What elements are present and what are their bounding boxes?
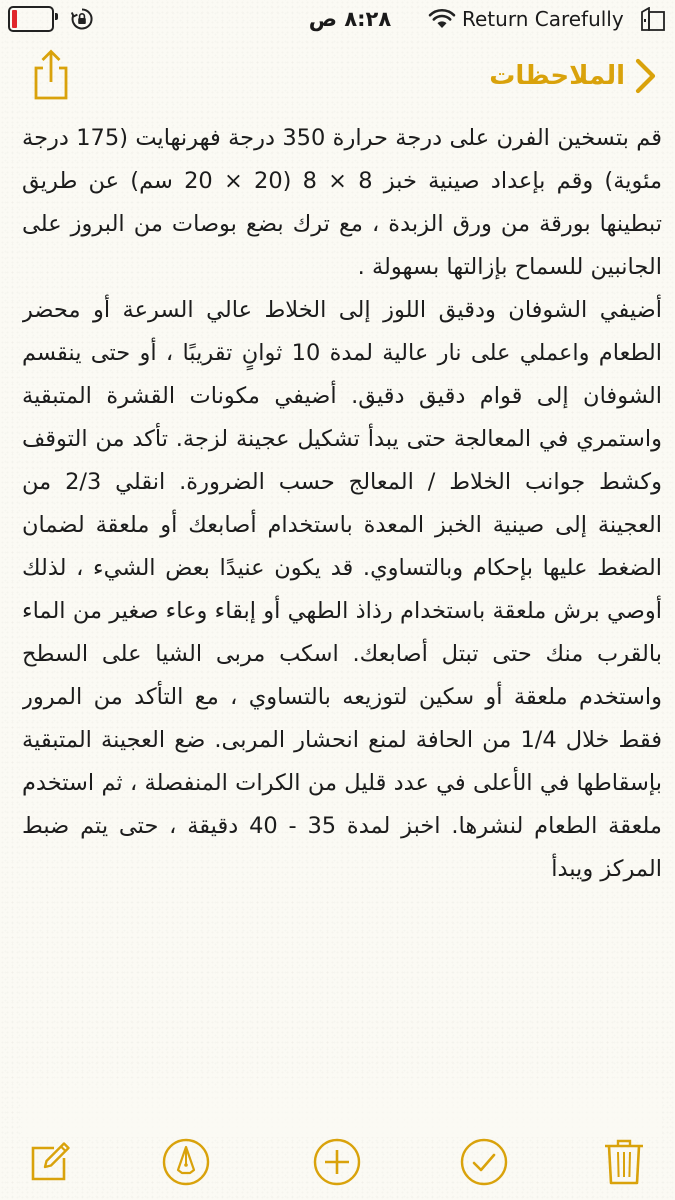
status-bar bbox=[0, 0, 675, 40]
status-time: ٨:٢٨ ص bbox=[308, 7, 392, 31]
note-paragraph: قم بتسخين الفرن على درجة حرارة 350 درجة فهرنهايت (175 درجة مئوية) وقم بإعداد صينية خبز 8 × 8 (20 × 20 سم) عن طريق تبطينها بورقة من ورق الزبدة ، مع ترك بضع بوصات من البروز على الجانبين للسماح بإزالتها بسهولة . bbox=[22, 125, 662, 280]
nav-bar bbox=[0, 40, 675, 112]
checklist-button[interactable] bbox=[456, 1134, 512, 1190]
trash-icon bbox=[602, 1137, 646, 1187]
carrier-label: Return Carefully bbox=[462, 7, 624, 31]
battery-level bbox=[12, 10, 17, 28]
back-button-label: الملاحظات bbox=[489, 61, 625, 91]
chevron-right-icon bbox=[635, 58, 657, 94]
note-body[interactable] bbox=[22, 117, 662, 1137]
markup-button[interactable] bbox=[158, 1134, 214, 1190]
wifi-icon bbox=[428, 6, 456, 32]
add-button[interactable] bbox=[309, 1134, 365, 1190]
battery-icon bbox=[8, 6, 54, 32]
checklist-icon bbox=[459, 1137, 509, 1187]
add-circle-icon bbox=[312, 1137, 362, 1187]
note-paragraph: أضيفي الشوفان ودقيق اللوز إلى الخلاط عالي السرعة أو محضر الطعام واعملي على نار عالية لمدة 10 ثوانٍ تقريبًا ، أو حتى ينقسم الشوفان إلى قوام دقيق دقيق. أضيفي مكونات القشرة المتبقية واستمري في المعالجة حتى يبدأ تشكيل عجينة لزجة. تأكد من التوقف وكشط جوانب الخلاط / المعالج حسب الضرورة. انقلي 2/3 من العجينة إلى صينية الخبز المعدة باستخدام أصابعك أو ملعقة لضمان الضغط عليها بإحكام وبالتساوي. قد يكون عنيدًا بعض الشيء ، لذلك أوصي برش ملعقة باستخدام رذاذ الطهي أو إبقاء وعاء صغير من الماء بالقرب منك حتى تبتل أصابعك. اسكب مربى الشيا على السطح واستخدم ملعقة أو سكين لتوزيعه بالتساوي ، مع التأكد من المرور فقط خلال 1/4 من الحافة لمنع انحشار المربى. ضع العجينة المتبقية بإسقاطها في الأعلى في عدد قليل من الكرات المنفصلة ، ثم استخدم ملعقة الطعام لنشرها. اخبز لمدة 35 - 40 دقيقة ، حتى يتم ضبط المركز ويبدأ bbox=[22, 297, 662, 882]
back-to-app-icon[interactable] bbox=[640, 6, 666, 32]
rotation-lock-icon bbox=[70, 6, 94, 32]
compose-icon bbox=[28, 1140, 72, 1184]
compose-button[interactable] bbox=[22, 1134, 78, 1190]
markup-pen-icon bbox=[161, 1137, 211, 1187]
share-icon bbox=[28, 48, 74, 102]
share-button[interactable] bbox=[28, 48, 74, 102]
delete-button[interactable] bbox=[596, 1134, 652, 1190]
back-button[interactable] bbox=[489, 54, 657, 98]
bottom-toolbar bbox=[0, 1120, 675, 1200]
